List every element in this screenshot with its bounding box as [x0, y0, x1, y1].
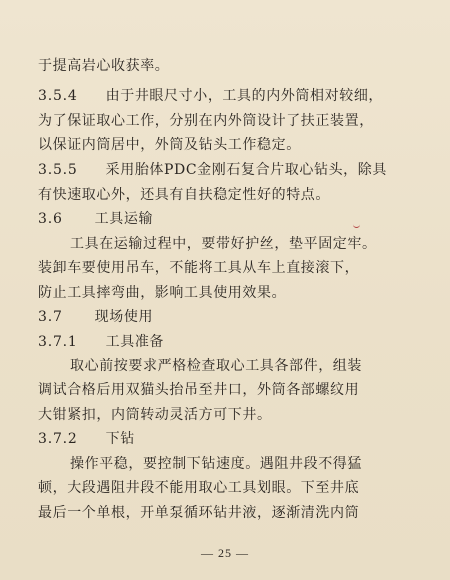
paragraph-text: 由于井眼尺寸小，工具的内外筒相对较细， [105, 88, 384, 104]
section-3-6-heading [38, 209, 450, 229]
section-3-7-1-heading [38, 332, 450, 352]
section-number: 3.7 [38, 309, 63, 325]
paragraph-line: 取心前按要求严格检查取心工具各部件，组装 [70, 358, 362, 374]
paragraph-line: 调试合格后用双猫头抬吊至井口，外筒各部螺纹用 [38, 382, 360, 398]
section-3-7-2-heading [38, 429, 450, 449]
paragraph-line: 装卸车要使用吊车，不能将工具从车上直接滚下， [38, 260, 360, 276]
paragraph-line: 工具在运输过程中，要带好护丝，垫平固定牢。 [70, 236, 377, 252]
section-number: 3.6 [38, 211, 63, 227]
section-number: 3.7.2 [38, 431, 78, 447]
page-number: — 25 — [201, 546, 249, 560]
section-3-5-5-line [38, 160, 450, 180]
section-title: 工具准备 [105, 334, 165, 350]
section-3-5-4-line [38, 86, 450, 106]
section-3-7-heading [38, 307, 450, 327]
paragraph-line: 以保证内筒居中，外筒及钻头工作稳定。 [38, 137, 301, 153]
section-number: 3.5.5 [38, 162, 78, 178]
paragraph-line: 有快速取心外，还具有自扶稳定性好的特点。 [38, 187, 330, 203]
paragraph-line: 最后一个单根，开单泵循环钻井液，逐渐清洗内筒 [38, 505, 360, 521]
paragraph-line: 顿，大段遇阻井段不能用取心工具划眼。下至井底 [38, 480, 360, 496]
paragraph-line: 为了保证取心工作，分别在内外筒设计了扶正装置， [38, 113, 374, 129]
paragraph-line: 防止工具摔弯曲，影响工具使用效果。 [38, 285, 287, 301]
paragraph-line: 大钳紧扣，内筒转动灵活方可下井。 [38, 407, 272, 423]
section-title: 下钻 [105, 431, 135, 447]
section-number: 3.7.1 [38, 334, 78, 350]
section-title: 现场使用 [94, 309, 154, 325]
section-number: 3.5.4 [38, 88, 78, 104]
paragraph-line: 于提高岩心收获率。 [38, 58, 170, 74]
paragraph-text: 采用胎体PDC金刚石复合片取心钻头，除具 [105, 162, 387, 178]
paragraph-line: 操作平稳，要控制下钻速度。遇阻井段不得猛 [70, 456, 362, 472]
section-title: 工具运输 [94, 211, 154, 227]
